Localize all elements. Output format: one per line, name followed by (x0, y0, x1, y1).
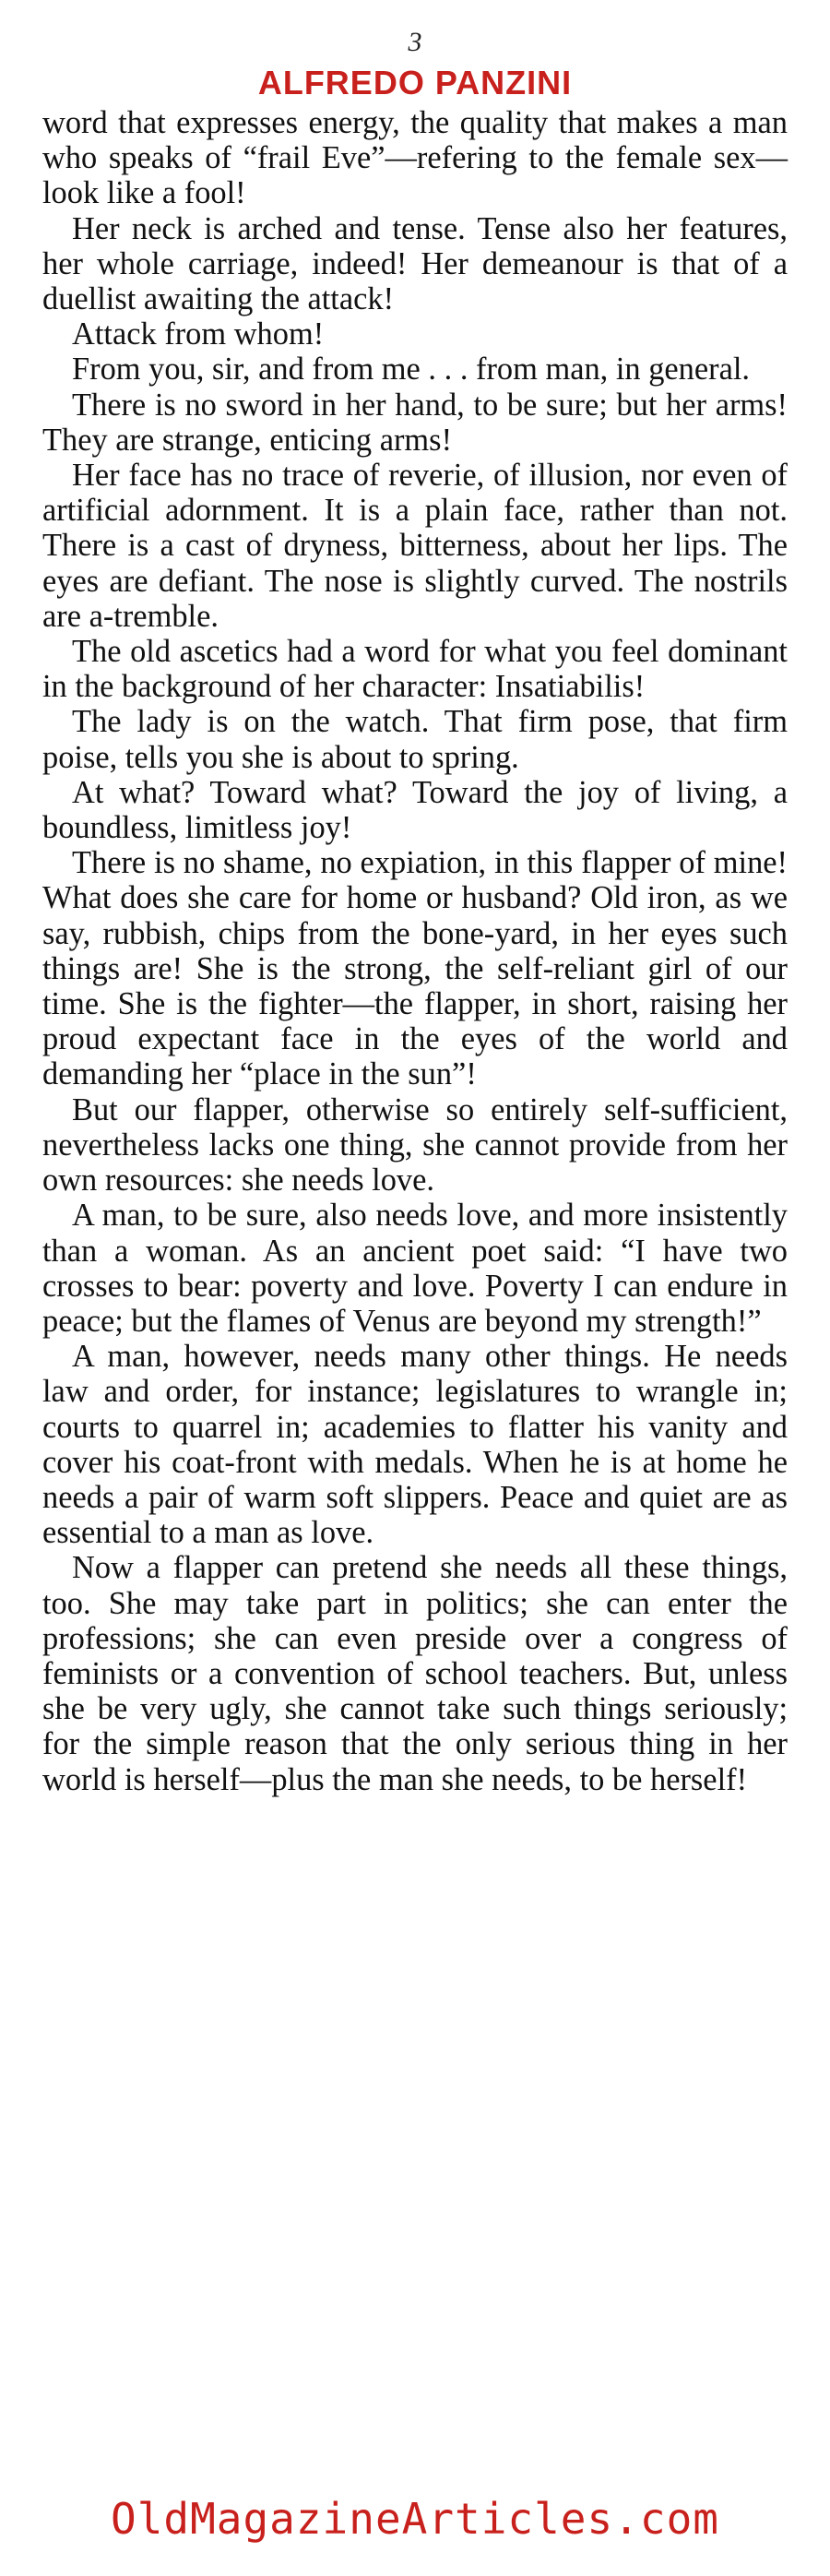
paragraph: Now a flapper can pretend she needs all these things, too. She may take part in politics; she can enter the professions; she can even preside over a congress of feminists or a convention of school teachers. But, unless she be very ugly, she cannot take such things seriously; for the simple reason that the only serious thing in her world is herself—plus the man she needs, to be herself! (42, 1550, 788, 1797)
paragraph: Her face has no trace of reverie, of illusion, nor even of artificial adornment. It is a plain face, rather than not. There is a cast of dryness, bitterness, about her lips. The eyes are defiant. The nose is slightly curved. The nostrils are a-tremble. (42, 458, 788, 634)
page-number: 3 (408, 27, 422, 57)
paragraph: Her neck is arched and tense. Tense also her features, her whole carriage, indeed! Her demeanour is that of a duellist awaiting the attack! (42, 210, 788, 317)
paragraph: The lady is on the watch. That firm pose, that firm poise, tells you she is about to spring. (42, 704, 788, 775)
paragraph: word that expresses energy, the quality that makes a man who speaks of “frail Eve”—refering to the female sex—look like a fool! (42, 105, 788, 211)
paragraph: Attack from whom! (72, 316, 325, 352)
paragraph: At what? Toward what? Toward the joy of living, a boundless, limitless joy! (42, 774, 788, 846)
paragraph: There is no sword in her hand, to be sure; but her arms! They are strange, enticing arms! (42, 387, 788, 458)
paragraph: From you, sir, and from me . . . from man, in general. (72, 352, 750, 388)
paragraph: A man, however, needs many other things. He needs law and order, for instance; legislatures to wrangle in; courts to quarrel in; academies to flatter his vanity and cover his coat-front with medals. When he is at home he needs a pair of warm soft slippers. Peace and quiet are as essential to a man as love. (42, 1339, 788, 1551)
article-body (42, 105, 788, 1797)
paragraph: A man, to be sure, also needs love, and more insistently than a woman. As an ancient poet said: “I have two crosses to bear: poverty and love. Poverty I can endure in peace; but the flames of Venus are beyond my strength!” (42, 1198, 788, 1339)
article-title: ALFREDO PANZINI (257, 64, 573, 101)
paragraph: But our flapper, otherwise so entirely self-sufficient, nevertheless lacks one thing, she cannot provide from her own resources: she needs love. (42, 1091, 788, 1199)
paragraph: There is no shame, no expiation, in this flapper of mine! What does she care for home or husband? Old iron, as we say, rubbish, chips from the bone-yard, in her eyes such things are! She is the strong, the self-reliant girl of our time. She is the fighter—the flapper, in short, raising her proud expectant face in the eyes of the world and demanding her “place in the sun”! (42, 845, 788, 1092)
paragraph: The old ascetics had a word for what you feel dominant in the background of her character: Insatiabilis! (42, 634, 788, 705)
site-watermark: OldMagazineArticles.com (111, 2494, 719, 2544)
